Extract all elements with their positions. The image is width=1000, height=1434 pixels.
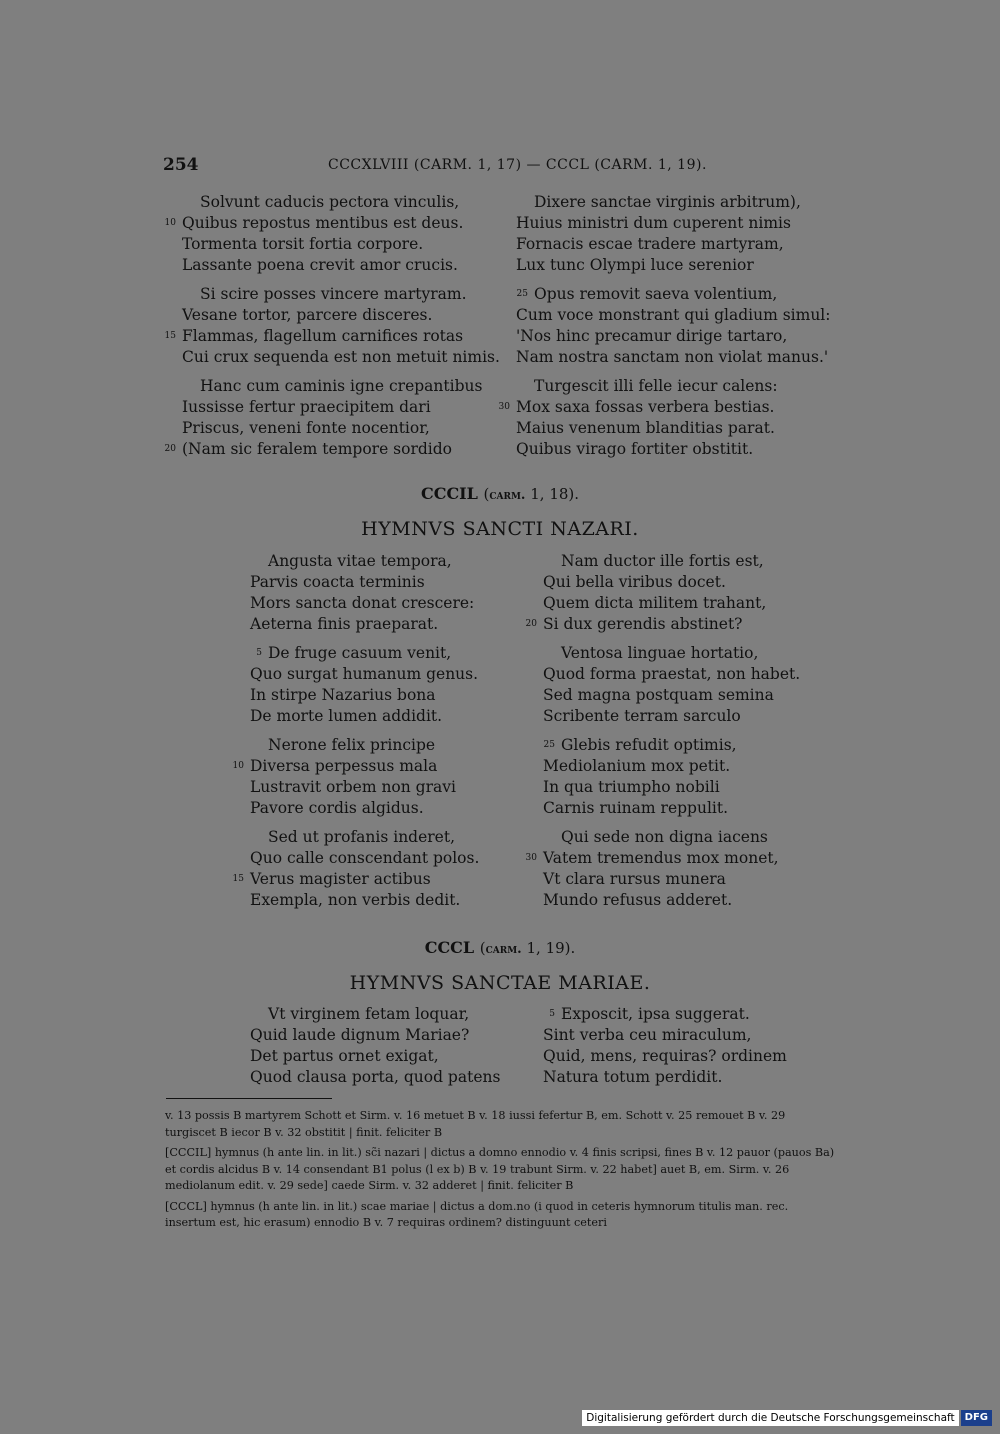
carm-label: carm. xyxy=(489,488,526,503)
stanza xyxy=(525,551,800,635)
verse-line xyxy=(543,827,800,848)
verse-text: Natura totum perdidit. xyxy=(543,1068,723,1086)
verse-text: Opus removit saeva volentium, xyxy=(534,285,778,303)
verse-text: Quod forma praestat, non habet. xyxy=(543,665,801,683)
carm-ref: 1, 18). xyxy=(525,485,580,503)
verse-text: Solvunt caducis pectora vinculis, xyxy=(200,193,460,211)
verse-text: Nam nostra sanctam non violat manus.' xyxy=(516,348,829,366)
verse-text: De morte lumen addidit. xyxy=(250,707,443,725)
verse-line xyxy=(182,234,500,255)
verse-text: Quid laude dignum Mariae? xyxy=(250,1026,470,1044)
line-number: 25 xyxy=(543,740,555,750)
verse-text: Aeterna finis praeparat. xyxy=(250,615,439,633)
dfg-logo: DFG xyxy=(961,1410,992,1426)
verse-text: In stirpe Nazarius bona xyxy=(250,686,436,704)
verse-text: Nerone felix principe xyxy=(268,736,436,754)
verse-text: Carnis ruinam reppulit. xyxy=(543,799,729,817)
verse-text: Lux tunc Olympi luce serenior xyxy=(516,256,754,274)
verse-line xyxy=(543,551,800,572)
verse-text: Mors sancta donat crescere: xyxy=(250,594,475,612)
verse-line xyxy=(182,418,500,439)
verse-text: Mundo refusus adderet. xyxy=(543,891,733,909)
verse-text: (Nam sic feralem tempore sordido xyxy=(182,440,453,458)
verse-line xyxy=(525,848,800,869)
verse-text: Verus magister actibus xyxy=(250,870,431,888)
verse-text: Glebis refudit optimis, xyxy=(561,736,737,754)
verse-line xyxy=(182,192,500,213)
verse-text: Lassante poena crevit amor crucis. xyxy=(182,256,458,274)
line-number: 10 xyxy=(164,218,176,228)
verse-line xyxy=(182,376,500,397)
verse-line xyxy=(543,890,800,911)
verse-line xyxy=(164,439,500,460)
line-number: 25 xyxy=(516,289,528,299)
verse-line xyxy=(516,213,831,234)
verse-text: Det partus ornet exigat, xyxy=(250,1047,439,1065)
verse-line xyxy=(250,614,479,635)
verse-text: Turgescit illi felle iecur calens: xyxy=(534,377,778,395)
verse-text: Pavore cordis algidus. xyxy=(250,799,424,817)
stanza xyxy=(516,284,831,368)
verse-text: Qui bella viribus docet. xyxy=(543,573,726,591)
verse-line xyxy=(543,1067,787,1088)
verse-text: Lustravit orbem non gravi xyxy=(250,778,456,796)
verse-line xyxy=(232,756,479,777)
verse-line xyxy=(543,706,800,727)
verse-line xyxy=(164,326,500,347)
verse-line xyxy=(543,798,800,819)
verse-text: 'Nos hinc precamur dirige tartaro, xyxy=(516,327,788,345)
verse-line xyxy=(182,397,500,418)
verse-text: Huius ministri dum cuperent nimis xyxy=(516,214,791,232)
verse-text: Ventosa linguae hortatio, xyxy=(561,644,759,662)
carm-label: carm. xyxy=(485,942,522,957)
stanza xyxy=(543,643,800,727)
poem-mid-right-column xyxy=(525,551,801,919)
verse-text: Angusta vitae tempora, xyxy=(268,552,452,570)
stanza xyxy=(498,376,831,460)
verse-line xyxy=(182,255,500,276)
running-head: CCCXLVIII (CARM. 1, 17) — CCCL (CARM. 1, 19). xyxy=(328,157,707,173)
line-number: 20 xyxy=(525,619,537,629)
verse-line xyxy=(543,1046,787,1067)
verse-text: Dixere sanctae virginis arbitrum), xyxy=(534,193,801,211)
poem-bottom-right-column xyxy=(543,1004,787,1096)
stanza xyxy=(543,735,800,819)
verse-text: Quibus repostus mentibus est deus. xyxy=(182,214,464,232)
verse-line xyxy=(250,798,479,819)
page-header xyxy=(163,155,843,179)
verse-line xyxy=(250,551,479,572)
verse-text: Quid, mens, requiras? ordinem xyxy=(543,1047,787,1065)
verse-text: Qui sede non digna iacens xyxy=(561,828,768,846)
verse-line xyxy=(250,1067,500,1088)
stanza xyxy=(250,551,479,635)
verse-text: Vt virginem fetam loquar, xyxy=(268,1005,470,1023)
verse-line xyxy=(250,664,479,685)
apparatus-note: [CCCL] hymnus (h ante lin. in lit.) scae mariae | dictus a dom.no (i quod in ceteris hymnorum titulis man. rec. insertum est, hic erasum) ennodio B v. 7 requiras ordinem? distinguunt ceteri xyxy=(165,1199,789,1229)
poem-bottom-left-column xyxy=(250,1004,500,1096)
verse-text: Quo calle conscendant polos. xyxy=(250,849,480,867)
verse-text: Scribente terram sarculo xyxy=(543,707,741,725)
verse-line xyxy=(164,213,500,234)
carm-open: ( xyxy=(479,939,486,957)
carm-ref: 1, 19). xyxy=(521,939,576,957)
verse-text: Quo surgat humanum genus. xyxy=(250,665,479,683)
verse-line xyxy=(516,305,831,326)
verse-text: Vatem tremendus mox monet, xyxy=(543,849,779,867)
stanza xyxy=(250,1004,500,1088)
stanza xyxy=(543,1004,787,1088)
verse-line xyxy=(516,234,831,255)
line-number: 5 xyxy=(256,648,262,658)
verse-line xyxy=(250,827,479,848)
hymn-title-nazari: HYMNVS SANCTI NAZARI. xyxy=(361,518,639,540)
verse-line xyxy=(516,192,831,213)
verse-text: Diversa perpessus mala xyxy=(250,757,438,775)
verse-line xyxy=(543,777,800,798)
verse-text: Nam ductor ille fortis est, xyxy=(561,552,764,570)
verse-line xyxy=(543,664,800,685)
verse-text: Cui crux sequenda est non metuit nimis. xyxy=(182,348,500,366)
stanza xyxy=(232,735,479,819)
credit-text: Digitalisierung gefördert durch die Deutsche Forschungsgemeinschaft xyxy=(582,1410,958,1426)
verse-line xyxy=(250,685,479,706)
line-number: 15 xyxy=(232,874,244,884)
verse-line xyxy=(543,1025,787,1046)
poem-top-right-column xyxy=(498,192,831,468)
verse-line xyxy=(543,735,800,756)
verse-line xyxy=(182,284,500,305)
verse-line xyxy=(182,347,500,368)
digitization-credit xyxy=(582,1409,992,1427)
verse-text: Quibus virago fortiter obstitit. xyxy=(516,440,754,458)
verse-line xyxy=(516,376,831,397)
section-number: CCCL xyxy=(424,938,475,957)
verse-line xyxy=(525,614,800,635)
line-number: 15 xyxy=(164,331,176,341)
verse-text: Mediolanium mox petit. xyxy=(543,757,731,775)
verse-line xyxy=(250,890,479,911)
hymn-title-mariae: HYMNVS SANCTAE MARIAE. xyxy=(349,972,651,994)
verse-text: Tormenta torsit fortia corpore. xyxy=(182,235,424,253)
carm-open: ( xyxy=(483,485,490,503)
verse-text: Iussisse fertur praecipitem dari xyxy=(182,398,431,416)
verse-line xyxy=(516,418,831,439)
verse-line xyxy=(543,572,800,593)
stanza xyxy=(525,827,800,911)
verse-line xyxy=(516,284,831,305)
section-heading-cccl xyxy=(0,938,1000,957)
verse-line xyxy=(250,572,479,593)
verse-text: Vesane tortor, parcere disceres. xyxy=(182,306,433,324)
verse-text: Sed ut profanis inderet, xyxy=(268,828,456,846)
apparatus-note: [CCCIL] hymnus (h ante lin. in lit.) sc̃i nazari | dictus a domno ennodio v. 4 finis scripsi, fines B v. 12 pauor (pauos Ba) et cordis alcidus B v. 14 consendant B1 polus (l ex b) B v. 19 trabunt Sirm. v. 22 habet] auet B, em. Sirm. v. 26 mediolanum edit. v. 29 sede] caede Sirm. v. 32 adderet | finit. feliciter B xyxy=(165,1146,835,1192)
verse-line xyxy=(543,756,800,777)
stanza xyxy=(250,643,479,727)
verse-text: Parvis coacta terminis xyxy=(250,573,425,591)
poem-top-left-column xyxy=(164,192,500,468)
verse-line xyxy=(516,255,831,276)
stanza xyxy=(164,376,500,460)
verse-line xyxy=(232,869,479,890)
verse-line xyxy=(250,706,479,727)
verse-line xyxy=(516,439,831,460)
verse-text: Vt clara rursus munera xyxy=(543,870,726,888)
verse-text: Flammas, flagellum carnifices rotas xyxy=(182,327,464,345)
line-number: 30 xyxy=(498,402,510,412)
section-heading-ccil xyxy=(0,484,1000,503)
verse-line xyxy=(250,1046,500,1067)
verse-line xyxy=(250,777,479,798)
verse-line xyxy=(250,1004,500,1025)
verse-text: Exempla, non verbis dedit. xyxy=(250,891,461,909)
verse-line xyxy=(543,1004,787,1025)
apparatus-note: v. 13 possis B martyrem Schott et Sirm. v. 16 metuet B v. 18 iussi fefertur B, em. Schott v. 25 remouet B v. 29 turgiscet B iecor B v. 32 obstitit | finit. feliciter B xyxy=(165,1109,786,1139)
verse-text: Priscus, veneni fonte nocentior, xyxy=(182,419,430,437)
line-number: 5 xyxy=(549,1009,555,1019)
verse-line xyxy=(543,643,800,664)
verse-line xyxy=(250,593,479,614)
verse-line xyxy=(543,685,800,706)
verse-line xyxy=(516,326,831,347)
stanza xyxy=(164,192,500,276)
line-number: 10 xyxy=(232,761,244,771)
line-number: 20 xyxy=(164,444,176,454)
verse-line xyxy=(182,305,500,326)
critical-apparatus xyxy=(165,1108,837,1236)
verse-line xyxy=(250,848,479,869)
verse-line xyxy=(250,1025,500,1046)
page-number: 254 xyxy=(163,155,199,175)
verse-text: Sed magna postquam semina xyxy=(543,686,774,704)
verse-text: In qua triumpho nobili xyxy=(543,778,720,796)
verse-line xyxy=(250,643,479,664)
verse-text: Exposcit, ipsa suggerat. xyxy=(561,1005,750,1023)
verse-line xyxy=(543,593,800,614)
verse-text: Quod clausa porta, quod patens xyxy=(250,1068,501,1086)
poem-mid-left-column xyxy=(232,551,480,919)
verse-text: Mox saxa fossas verbera bestias. xyxy=(516,398,775,416)
verse-text: Hanc cum caminis igne crepantibus xyxy=(200,377,483,395)
verse-text: Cum voce monstrant qui gladium simul: xyxy=(516,306,831,324)
verse-text: Maius venenum blanditias parat. xyxy=(516,419,775,437)
stanza xyxy=(516,192,831,276)
verse-text: Fornacis escae tradere martyram, xyxy=(516,235,784,253)
verse-text: Quem dicta militem trahant, xyxy=(543,594,767,612)
verse-line xyxy=(516,347,831,368)
verse-text: Si scire posses vincere martyram. xyxy=(200,285,467,303)
verse-text: De fruge casuum venit, xyxy=(268,644,452,662)
stanza xyxy=(164,284,500,368)
verse-line xyxy=(498,397,831,418)
verse-text: Si dux gerendis abstinet? xyxy=(543,615,743,633)
verse-text: Sint verba ceu miraculum, xyxy=(543,1026,752,1044)
footnote-rule xyxy=(166,1098,332,1099)
section-number: CCCIL xyxy=(420,484,478,503)
verse-line xyxy=(543,869,800,890)
line-number: 30 xyxy=(525,853,537,863)
stanza xyxy=(232,827,480,911)
verse-line xyxy=(250,735,479,756)
